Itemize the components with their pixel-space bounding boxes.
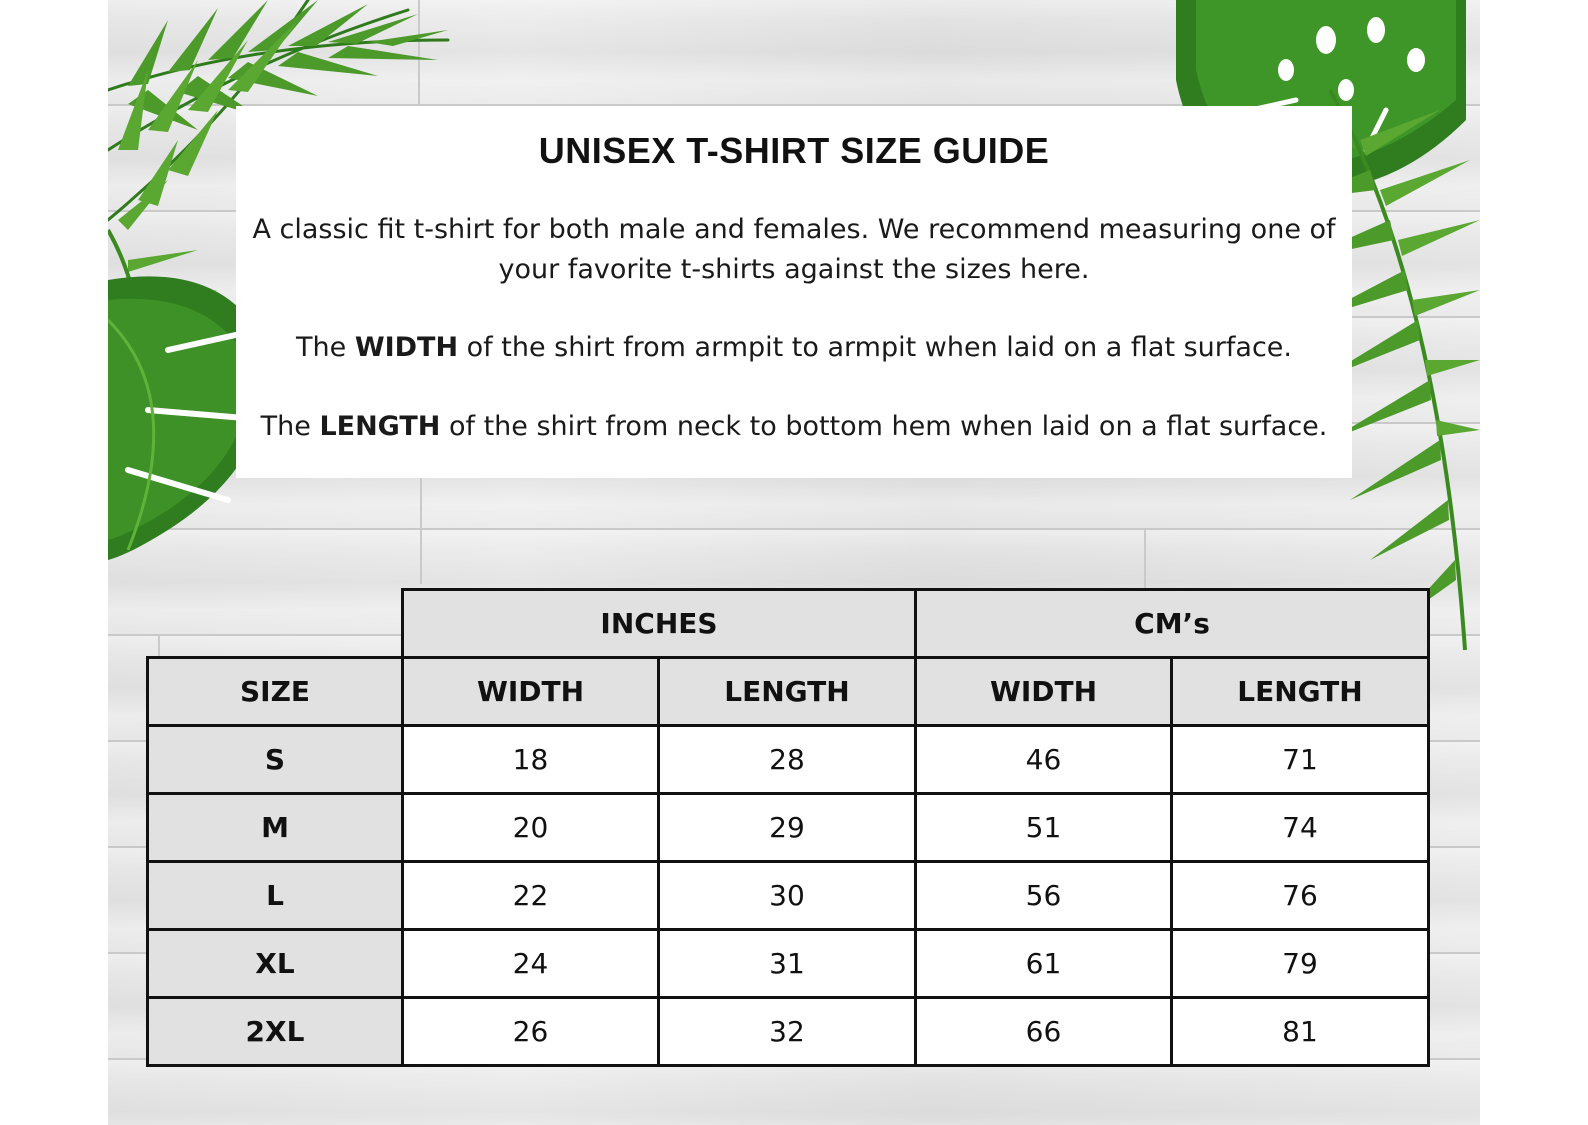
length-note <box>236 407 1352 447</box>
width-keyword: WIDTH <box>354 332 459 363</box>
table-cell: 30 <box>657 860 917 931</box>
description-card <box>236 106 1352 478</box>
group-header-inches: INCHES <box>401 588 917 659</box>
table-cell: 32 <box>657 996 917 1067</box>
size-label: L <box>146 860 404 931</box>
size-table <box>146 588 1446 1076</box>
table-cell: 71 <box>1170 724 1430 795</box>
table-cell: 24 <box>401 928 660 999</box>
intro-line: your favorite t-shirts against the sizes here. <box>498 254 1090 285</box>
table-cell: 66 <box>914 996 1173 1067</box>
table-cell: 18 <box>401 724 660 795</box>
table-cell: 51 <box>914 792 1173 863</box>
column-header-cm-width: WIDTH <box>914 656 1173 727</box>
table-cell: 20 <box>401 792 660 863</box>
table-cell: 29 <box>657 792 917 863</box>
intro-line: A classic fit t-shirt for both male and females. We recommend measuring one of <box>252 214 1336 245</box>
intro-paragraph <box>236 210 1352 290</box>
table-cell: 81 <box>1170 996 1430 1067</box>
page-title: UNISEX T-SHIRT SIZE GUIDE <box>538 130 1050 171</box>
column-header-cm-length: LENGTH <box>1170 656 1430 727</box>
size-label: 2XL <box>146 996 404 1067</box>
table-cell: 26 <box>401 996 660 1067</box>
table-cell: 56 <box>914 860 1173 931</box>
table-cell: 22 <box>401 860 660 931</box>
size-label: M <box>146 792 404 863</box>
table-cell: 76 <box>1170 860 1430 931</box>
length-keyword: LENGTH <box>319 411 441 442</box>
length-note-prefix: The <box>260 411 320 442</box>
column-header-inches-width: WIDTH <box>401 656 660 727</box>
column-header-size: SIZE <box>146 656 404 727</box>
table-cell: 46 <box>914 724 1173 795</box>
length-note-suffix: of the shirt from neck to bottom hem when laid on a flat surface. <box>440 411 1328 442</box>
group-header-cm: CM’s <box>914 588 1430 659</box>
table-cell: 31 <box>657 928 917 999</box>
column-header-inches-length: LENGTH <box>657 656 917 727</box>
table-cell: 74 <box>1170 792 1430 863</box>
width-note-prefix: The <box>296 332 355 363</box>
plank-seam <box>420 478 422 584</box>
table-cell: 61 <box>914 928 1173 999</box>
size-label: S <box>146 724 404 795</box>
width-note <box>236 328 1352 368</box>
table-cell: 79 <box>1170 928 1430 999</box>
size-label: XL <box>146 928 404 999</box>
table-cell: 28 <box>657 724 917 795</box>
width-note-suffix: of the shirt from armpit to armpit when laid on a flat surface. <box>458 332 1292 363</box>
